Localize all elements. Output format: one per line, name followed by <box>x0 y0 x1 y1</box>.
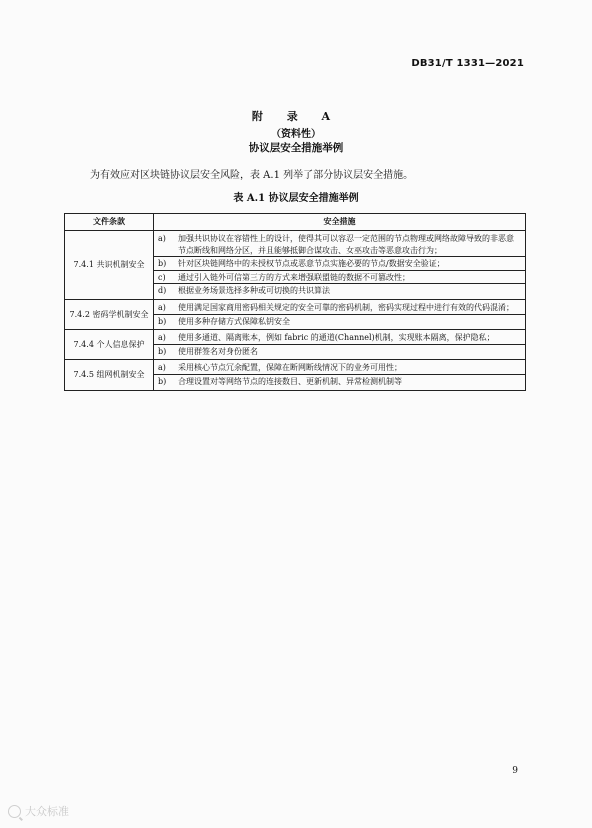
measure-index: a) <box>158 302 166 312</box>
measure-text: 使用群签名对身份匿名 <box>178 346 258 356</box>
measure-text: 使用多通道、隔离账本，例如 fabric 的通道(Channel)机制，实现账本隔离，保护隐私； <box>178 333 495 343</box>
measure-index: a) <box>158 363 166 373</box>
measure-index: b) <box>158 259 167 269</box>
table-row <box>65 330 526 360</box>
table-row <box>65 299 526 329</box>
measure-item <box>158 233 521 256</box>
appendix-nature: （资料性） <box>271 129 321 140</box>
clause-cell: 7.4.2 密码学机制安全 <box>65 299 154 329</box>
clause-cell: 7.4.5 组网机制安全 <box>65 360 154 390</box>
measure-item <box>154 270 525 284</box>
measure-item <box>158 332 521 344</box>
watermark-text: 大众标准 <box>25 805 69 818</box>
measure-index: b) <box>158 316 167 326</box>
header-measures: 安全措施 <box>154 214 526 231</box>
measure-index: c) <box>158 272 166 282</box>
measure-index: d) <box>158 286 167 296</box>
measure-index: a) <box>158 333 166 343</box>
measure-text: 针对区块链网络中的未授权节点或恶意节点实施必要的节点/数据安全验证； <box>178 259 445 269</box>
measure-text: 合理设置对等网络节点的连接数目、更新机制、异常检测机制等 <box>178 376 402 386</box>
measure-item <box>158 302 521 314</box>
table-row <box>65 231 526 300</box>
measure-index: b) <box>158 346 167 356</box>
measure-text: 使用满足国家商用密码相关规定的安全可靠的密码机制，密码实现过程中进行有效的代码混淆； <box>178 302 514 312</box>
measure-index: b) <box>158 376 167 386</box>
clause-cell: 7.4.1 共识机制安全 <box>65 231 154 300</box>
measure-item <box>154 256 525 270</box>
watermark <box>8 803 69 819</box>
measure-item <box>158 362 521 374</box>
measure-text: 加强共识协议在容错性上的设计，使得其可以容忍一定范围的节点物理或网络故障导致的非恶意节点断线和网络分区，并且能够抵御合谋攻击、女巫攻击等恶意攻击行为； <box>178 234 514 255</box>
header-clause: 文件条款 <box>65 214 154 231</box>
intro-paragraph: 为有效应对区块链协议层安全风险，表 A.1 列举了部分协议层安全措施。 <box>90 170 414 181</box>
measure-item <box>154 283 525 297</box>
measures-cell <box>154 299 526 329</box>
table-header-row <box>65 214 526 231</box>
appendix-subject: 协议层安全措施举例 <box>248 142 344 154</box>
magnifier-icon <box>8 805 21 818</box>
page-number: 9 <box>512 766 518 776</box>
measure-index: a) <box>158 234 166 243</box>
table-caption: 表 A.1 协议层安全措施举例 <box>233 193 359 204</box>
measure-item <box>154 314 525 328</box>
measure-item <box>154 344 525 358</box>
standard-number: DB31/T 1331—2021 <box>411 58 524 69</box>
table-row <box>65 360 526 390</box>
measure-text: 使用多种存储方式保障私钥安全 <box>178 316 290 326</box>
appendix-title: 附 录 A <box>251 110 341 123</box>
clause-cell: 7.4.4 个人信息保护 <box>65 330 154 360</box>
security-measures-table <box>64 213 526 391</box>
measures-cell <box>154 231 526 300</box>
measures-cell <box>154 330 526 360</box>
measures-cell <box>154 360 526 390</box>
measure-text: 采用核心节点冗余配置，保障在断网断线情况下的业务可用性； <box>178 363 402 373</box>
measure-text: 通过引入链外可信第三方的方式来增强联盟链的数据不可篡改性； <box>178 272 410 282</box>
measure-item <box>154 374 525 388</box>
measure-text: 根据业务场景选择多种或可切换的共识算法 <box>178 286 330 296</box>
